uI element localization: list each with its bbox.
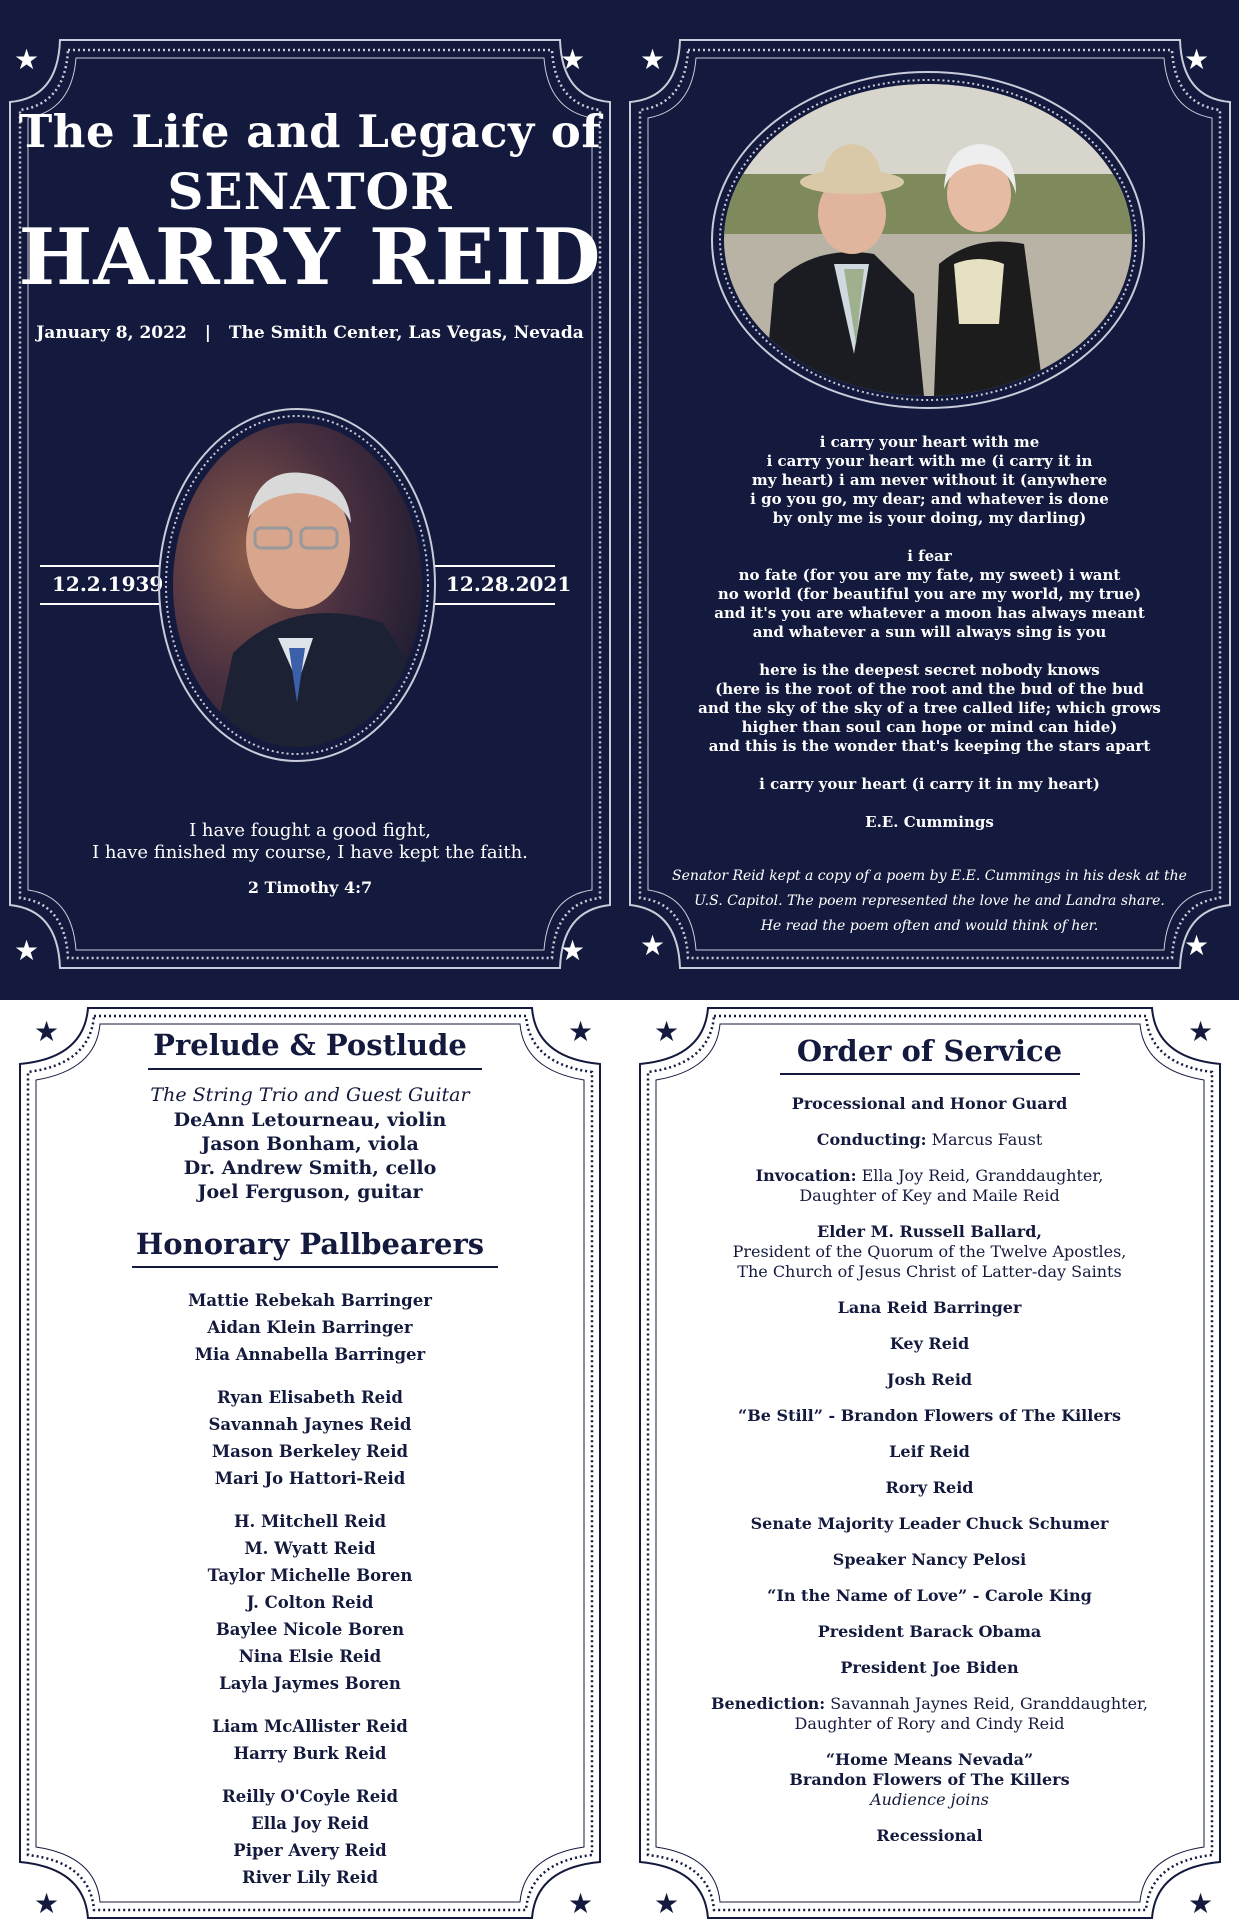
- item-value: The Church of Jesus Christ of Latter-day Saints: [737, 1262, 1122, 1281]
- service-item: Processional and Honor Guard: [791, 1094, 1068, 1113]
- poem-line: i carry your heart with me: [819, 433, 1040, 451]
- list-item: [620, 1166, 1239, 1206]
- list-item: [620, 1334, 1239, 1354]
- note-line: U.S. Capitol. The poem represented the love he and Landra share.: [694, 893, 1165, 909]
- service-heading: Order of Service: [796, 1034, 1063, 1068]
- poem-line: my heart) i am never without it (anywhere: [751, 471, 1108, 489]
- scripture-quote: [0, 820, 620, 864]
- poem-author: [620, 813, 1239, 832]
- star-icon: ★: [568, 1015, 594, 1048]
- list-item: [620, 1298, 1239, 1318]
- pallbearer-group: [0, 1287, 620, 1368]
- star-icon: ★: [654, 1887, 680, 1920]
- pallbearer-group: [0, 1783, 620, 1891]
- item-value: Daughter of Rory and Cindy Reid: [794, 1714, 1065, 1733]
- scripture-reference: 2 Timothy 4:7: [247, 878, 373, 897]
- date-rule: [40, 565, 160, 567]
- poem-line: and it's you are whatever a moon has always meant: [714, 604, 1145, 622]
- list-item: [620, 1622, 1239, 1642]
- event-venue: The Smith Center, Las Vegas, Nevada: [228, 323, 584, 343]
- service-item: President Barack Obama: [817, 1622, 1042, 1641]
- list-item: Piper Avery Reid: [233, 1841, 387, 1860]
- list-item: Joel Ferguson, guitar: [197, 1181, 423, 1203]
- service-item: “In the Name of Love” - Carole King: [767, 1586, 1092, 1605]
- list-item: Nina Elsie Reid: [238, 1647, 382, 1666]
- portrait-photo: [173, 423, 422, 747]
- list-item: [620, 1586, 1239, 1606]
- list-item: [620, 1094, 1239, 1114]
- heading-rule: [780, 1073, 1080, 1075]
- star-icon: ★: [34, 1015, 60, 1048]
- list-item: Jason Bonham, viola: [201, 1133, 419, 1155]
- list-item: Ryan Elisabeth Reid: [217, 1388, 403, 1407]
- service-item: Elder M. Russell Ballard,: [817, 1222, 1042, 1241]
- list-item: DeAnn Letourneau, violin: [173, 1109, 447, 1131]
- list-item: [620, 1130, 1239, 1150]
- list-item: Mia Annabella Barringer: [194, 1345, 426, 1364]
- date-rule: [40, 603, 160, 605]
- service-item: “Be Still” - Brandon Flowers of The Killers: [738, 1406, 1121, 1425]
- star-icon: ★: [654, 1015, 680, 1048]
- item-label: Benediction:: [710, 1694, 826, 1713]
- star-icon: ★: [640, 43, 666, 76]
- list-item: Aidan Klein Barringer: [207, 1318, 413, 1337]
- prelude-subtitle: The String Trio and Guest Guitar: [150, 1084, 470, 1106]
- list-item: [620, 1550, 1239, 1570]
- poem-line: E.E. Cummings: [865, 813, 994, 831]
- item-label: Conducting:: [816, 1130, 927, 1149]
- poem-stanza: [620, 433, 1239, 528]
- service-item: Recessional: [876, 1826, 983, 1845]
- service-item: Lana Reid Barringer: [837, 1298, 1022, 1317]
- pallbearers-heading: Honorary Pallbearers: [135, 1227, 485, 1261]
- item-value: Marcus Faust: [926, 1130, 1043, 1149]
- star-icon: ★: [14, 43, 40, 76]
- list-item: [620, 1222, 1239, 1282]
- list-item: [620, 1442, 1239, 1462]
- service-list: [620, 1094, 1239, 1862]
- service-item: Leif Reid: [889, 1442, 970, 1461]
- list-item: [620, 1406, 1239, 1426]
- service-item: Speaker Nancy Pelosi: [832, 1550, 1027, 1569]
- pallbearers-list: [0, 1287, 620, 1891]
- couple-photo: [724, 84, 1132, 396]
- list-item: H. Mitchell Reid: [233, 1512, 387, 1531]
- birth-date: 12.2.1939: [52, 572, 164, 596]
- heading-rule: [132, 1266, 498, 1268]
- list-item: [620, 1514, 1239, 1534]
- star-icon: ★: [568, 1887, 594, 1920]
- pallbearer-group: [0, 1384, 620, 1492]
- list-item: Layla Jaymes Boren: [219, 1674, 401, 1693]
- title-line-1: The Life and Legacy of: [18, 105, 602, 158]
- event-date: January 8, 2022: [36, 323, 187, 343]
- star-icon: ★: [1188, 1887, 1214, 1920]
- list-item: [620, 1750, 1239, 1810]
- song-title: “Home Means Nevada”: [825, 1750, 1034, 1769]
- poem-line: i go you go, my dear; and whatever is done: [750, 490, 1109, 508]
- item-value: President of the Quorum of the Twelve Apostles,: [732, 1242, 1127, 1261]
- pallbearer-group: [0, 1713, 620, 1767]
- list-item: Ella Joy Reid: [251, 1814, 369, 1833]
- service-item: Rory Reid: [885, 1478, 974, 1497]
- song-artist: Brandon Flowers of The Killers: [789, 1770, 1070, 1789]
- list-item: Taylor Michelle Boren: [207, 1566, 413, 1585]
- quote-line: I have finished my course, I have kept the faith.: [92, 842, 528, 863]
- list-item: Mattie Rebekah Barringer: [188, 1291, 432, 1310]
- heading-rule: [148, 1068, 482, 1070]
- poem-line: and the sky of the sky of a tree called life; which grows: [698, 699, 1161, 717]
- list-item: Dr. Andrew Smith, cello: [183, 1157, 437, 1179]
- poem-line: i carry your heart with me (i carry it in: [766, 452, 1093, 470]
- list-item: [620, 1694, 1239, 1734]
- death-date: 12.28.2021: [446, 572, 572, 596]
- poem-line: i fear: [907, 547, 952, 565]
- poem-stanza: [620, 775, 1239, 794]
- service-item: Senate Majority Leader Chuck Schumer: [750, 1514, 1109, 1533]
- title-line-3: HARRY REID: [18, 212, 602, 303]
- portrait-photo-icon: [173, 423, 422, 747]
- list-item: Savannah Jaynes Reid: [208, 1415, 412, 1434]
- item-value: Daughter of Key and Maile Reid: [799, 1186, 1060, 1205]
- date-rule: [435, 603, 555, 605]
- couple-photo-icon: [724, 84, 1132, 396]
- poem: [620, 433, 1239, 851]
- poem-panel: [620, 0, 1239, 1000]
- poem-line: higher than soul can hope or mind can hide): [741, 718, 1118, 736]
- list-item: Mason Berkeley Reid: [211, 1442, 409, 1461]
- quote-line: I have fought a good fight,: [189, 820, 431, 841]
- star-icon: ★: [1184, 43, 1210, 76]
- list-item: River Lily Reid: [242, 1868, 378, 1887]
- poem-line: and whatever a sun will always sing is you: [752, 623, 1107, 641]
- cover-panel: [0, 0, 620, 1000]
- star-icon: ★: [640, 929, 666, 962]
- list-item: [620, 1478, 1239, 1498]
- service-item: Key Reid: [889, 1334, 970, 1353]
- date-rule: [435, 565, 555, 567]
- service-item: President Joe Biden: [840, 1658, 1019, 1677]
- poem-line: (here is the root of the root and the bud of the bud: [715, 680, 1144, 698]
- prelude-heading: Prelude & Postlude: [153, 1028, 467, 1062]
- list-item: [620, 1370, 1239, 1390]
- list-item: M. Wyatt Reid: [244, 1539, 376, 1558]
- song-note: Audience joins: [870, 1790, 989, 1809]
- musicians-list: [0, 1108, 620, 1204]
- star-icon: ★: [560, 934, 586, 967]
- event-info: [0, 323, 620, 343]
- star-icon: ★: [1188, 1015, 1214, 1048]
- poem-stanza: [620, 661, 1239, 756]
- pallbearers-panel: [0, 1000, 620, 1926]
- list-item: Reilly O'Coyle Reid: [221, 1787, 399, 1806]
- item-value: Ella Joy Reid, Granddaughter,: [856, 1166, 1104, 1185]
- star-icon: ★: [14, 934, 40, 967]
- poem-line: i carry your heart (i carry it in my heart): [759, 775, 1100, 793]
- note-line: He read the poem often and would think of her.: [760, 918, 1099, 934]
- list-item: Mari Jo Hattori-Reid: [214, 1469, 406, 1488]
- list-item: Harry Burk Reid: [233, 1744, 387, 1763]
- service-item: Josh Reid: [886, 1370, 973, 1389]
- separator: |: [204, 323, 211, 343]
- list-item: Liam McAllister Reid: [212, 1717, 408, 1736]
- list-item: [620, 1826, 1239, 1846]
- star-icon: ★: [560, 43, 586, 76]
- note-line: Senator Reid kept a copy of a poem by E.E. Cummings in his desk at the: [672, 868, 1187, 884]
- poem-line: by only me is your doing, my darling): [772, 509, 1087, 527]
- star-icon: ★: [1184, 929, 1210, 962]
- title-line-2: SENATOR: [167, 162, 453, 221]
- star-icon: ★: [34, 1887, 60, 1920]
- poem-line: here is the deepest secret nobody knows: [759, 661, 1100, 679]
- item-label: Invocation:: [755, 1166, 857, 1185]
- poem-note: [620, 864, 1239, 939]
- poem-line: no fate (for you are my fate, my sweet) i want: [738, 566, 1121, 584]
- list-item: J. Colton Reid: [246, 1593, 374, 1612]
- list-item: Baylee Nicole Boren: [215, 1620, 405, 1639]
- poem-line: and this is the wonder that's keeping the stars apart: [708, 737, 1151, 755]
- list-item: [620, 1658, 1239, 1678]
- order-of-service-panel: [620, 1000, 1239, 1926]
- poem-stanza: [620, 547, 1239, 642]
- poem-line: no world (for beautiful you are my world, my true): [717, 585, 1142, 603]
- item-value: Savannah Jaynes Reid, Granddaughter,: [825, 1694, 1149, 1713]
- pallbearer-group: [0, 1508, 620, 1697]
